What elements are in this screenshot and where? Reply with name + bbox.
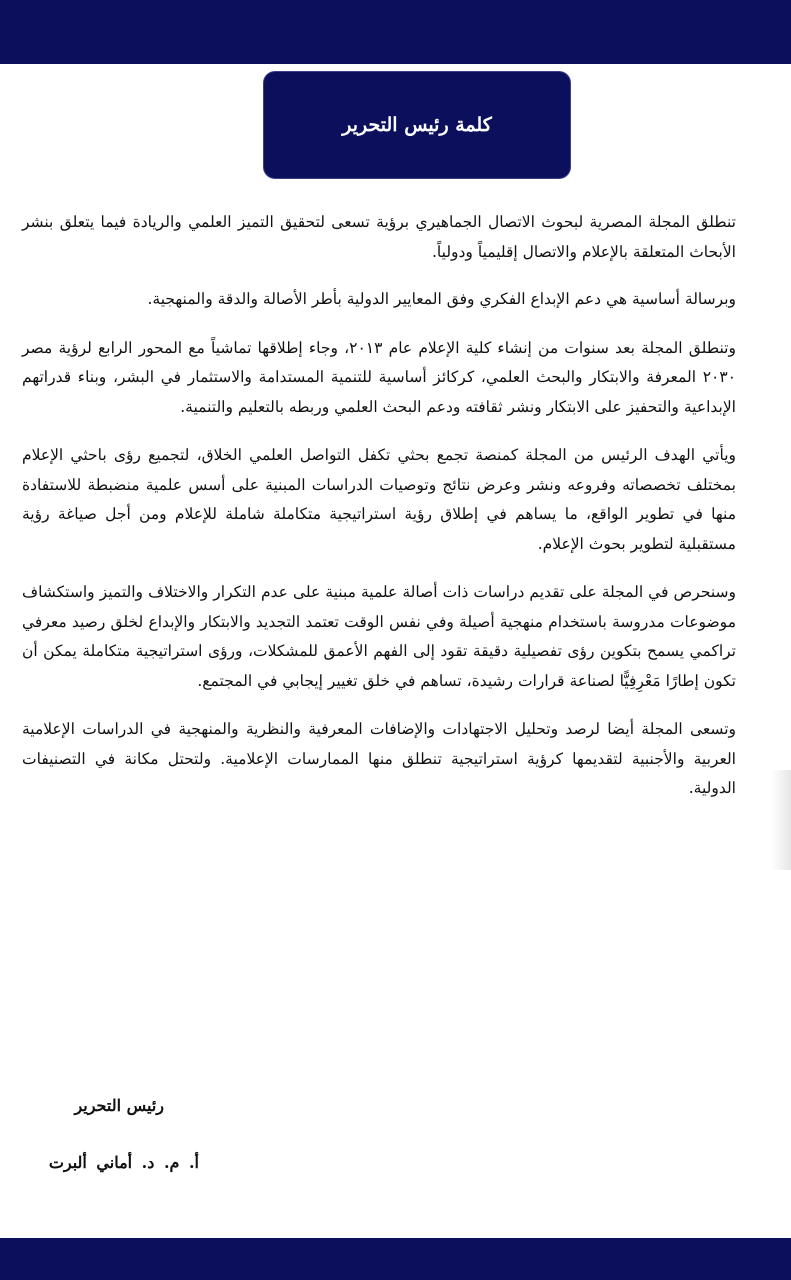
signature-title: رئيس التحرير [74,1096,164,1115]
paragraph-4: ويأتي الهدف الرئيس من المجلة كمنصة تجمع بحثي تكفل التواصل العلمي الخلاق، لتجميع رؤى باحثي الإعلام بمختلف تخصصاته وفروعه ونشر وعرض نتائج وتوصيات الدراسات المبنية على أسس علمية منضبطة للاستفادة منها في تطوير الواقع، ما يساهم في إطلاق رؤية استراتيجية متكاملة شاملة للإعلام ومن أجل صياغة رؤية مستقبلية لتطوير بحوث الإعلام. [22,446,736,553]
bottom-banner [0,1238,791,1280]
paragraph-6: وتسعى المجلة أيضا لرصد وتحليل الاجتهادات والإضافات المعرفية والنظرية والمنهجية في الدراسات الإعلامية العربية والأجنبية لتقديمها كرؤية استراتيجية تنطلق منها الممارسات الإعلامية. ولتحتل مكانة في التصنيفات الدولية. [22,720,736,797]
editorial-body [22,208,736,823]
paragraph-5: وسنحرص في المجلة على تقديم دراسات ذات أصالة علمية مبنية على عدم التكرار والاختلاف والتميز واستكشاف موضوعات مدروسة باستخدام منهجية أصيلة وفي نفس الوقت تعتمد التجديد والابتكار والإبداع لخلق رصيد معرفي تراكمي يسمح بتكوين رؤى تفصيلية دقيقة تقود إلى الفهم الأعمق للمشكلات، ورؤى استراتيجية متكاملة يمكن أن تكون إطارًا مَعْرِفِيًّا لصناعة قرارات رشيدة، تساهم في خلق تغيير إيجابي في المجتمع. [22,583,736,690]
paragraph-1: تنطلق المجلة المصرية لبحوث الاتصال الجماهيري برؤية تسعى لتحقيق التميز العلمي والريادة فيما يتعلق بنشر الأبحاث المتعلقة بالإعلام والاتصال إقليمياً ودولياً. [22,213,736,261]
page-curl-shadow [771,770,791,870]
paragraph-3: وتنطلق المجلة بعد سنوات من إنشاء كلية الإعلام عام ٢٠١٣، وجاء إطلاقها تماشياً مع المحور الرابع لرؤية مصر ٢٠٣٠ المعرفة والابتكار والبحث العلمي، كركائز أساسية للتنمية المستدامة والاستثمار في البشر، وبناء قدراتهم الإبداعية والتحفيز على الابتكار ونشر ثقافته ودعم البحث العلمي وربطه بالتعليم والتنمية. [22,338,736,416]
top-banner [0,0,791,64]
paragraph-2: وبرسالة أساسية هي دعم الإبداع الفكري وفق المعايير الدولية بأطر الأصالة والدقة والمنهجية. [147,290,736,308]
title-box [263,71,571,179]
page-title: كلمة رئيس التحرير [342,114,492,136]
signature-name: أ. م. د. أماني ألبرت [48,1153,199,1172]
